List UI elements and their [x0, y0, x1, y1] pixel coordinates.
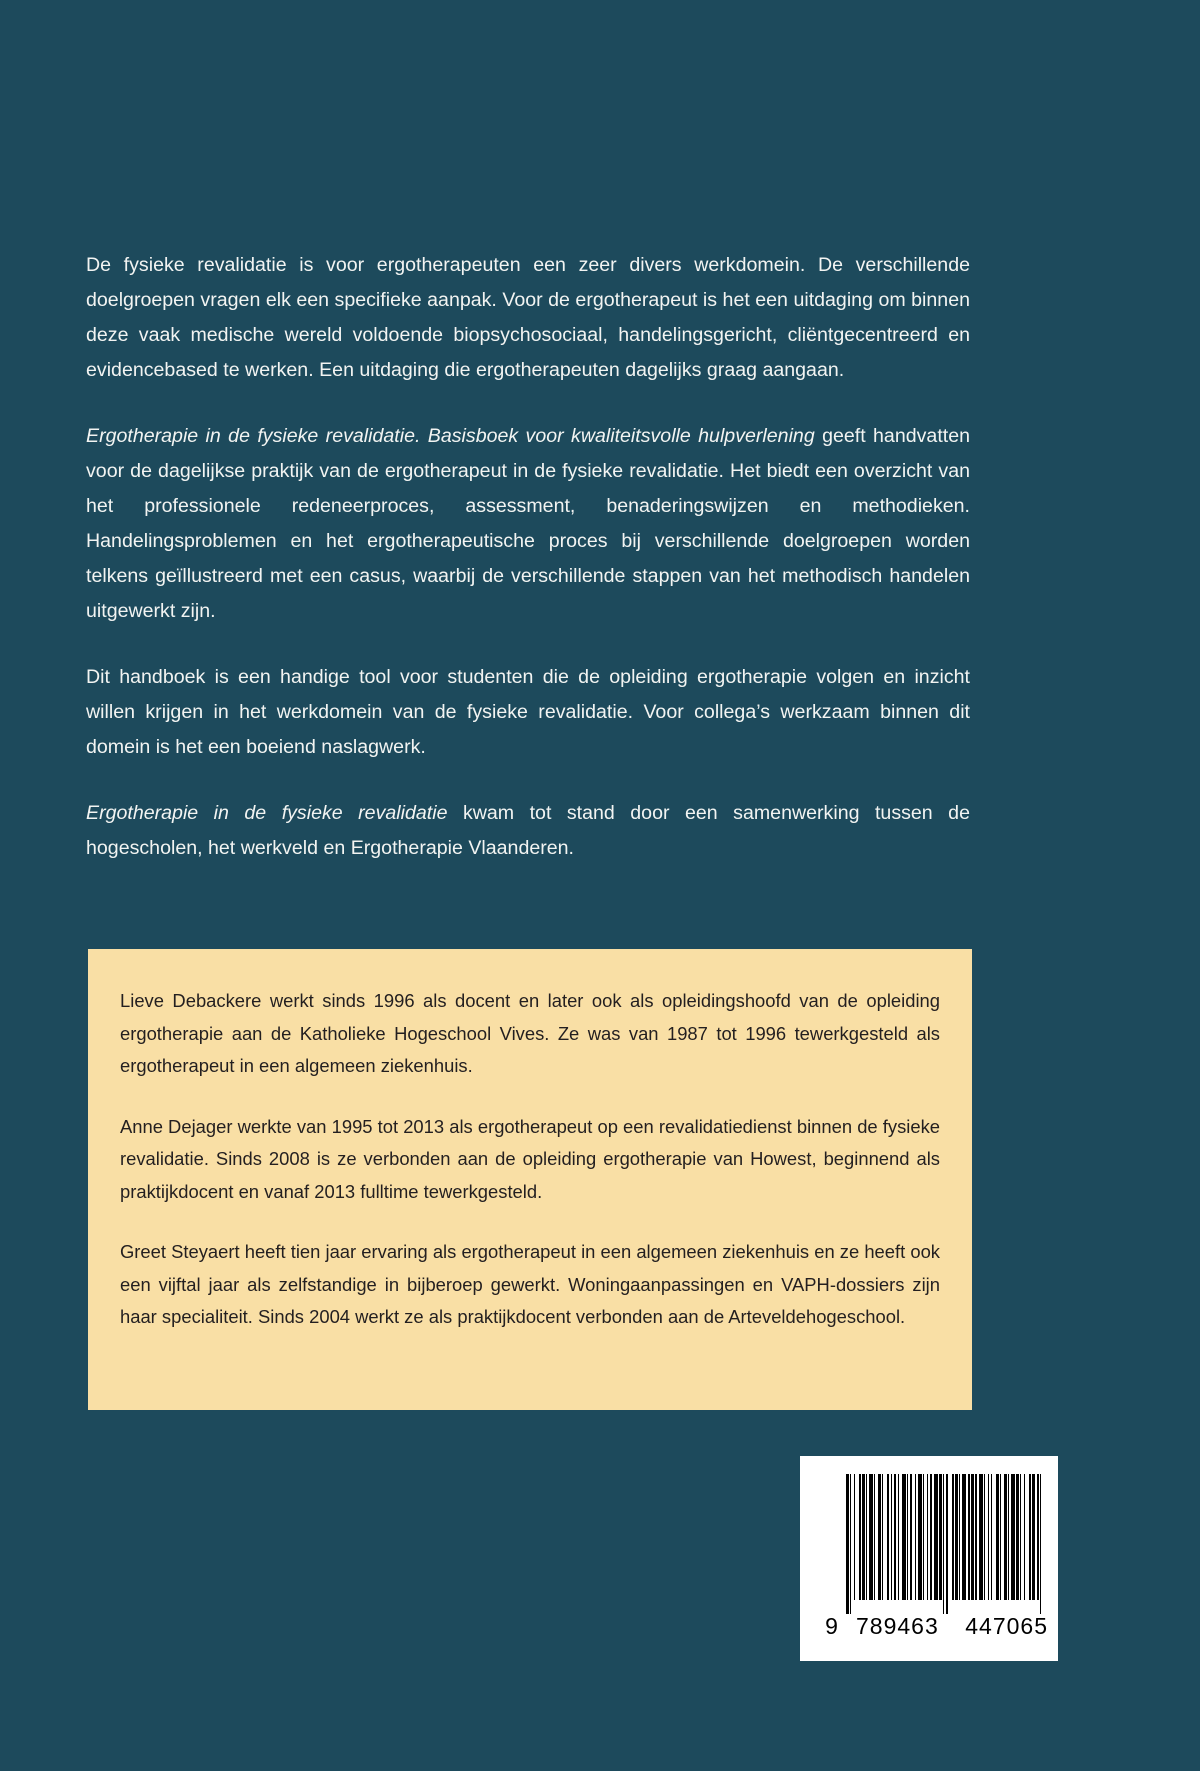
book-title-italic: Ergotherapie in de fysieke revalidatie: [86, 802, 448, 824]
isbn-left-group: 789463: [856, 1612, 939, 1639]
isbn-digits-row: [814, 1613, 1050, 1639]
isbn-barcode: [800, 1456, 1058, 1661]
blurb-section: [86, 248, 970, 866]
blurb-paragraph-2: [86, 419, 970, 629]
blurb-run-text: Dit handboek is een handige tool voor studenten die de opleiding ergotherapie volgen en inzicht willen krijgen in het werkdomein van de fysieke revalidatie. Voor collega’s werkzaam binnen dit domein is het een boeiend naslagwerk.: [86, 666, 970, 758]
author-bio-greet-steyaert: Greet Steyaert heeft tien jaar ervaring als ergotherapeut in een algemeen ziekenhuis en ze heeft ook een vijftal jaar als zelfstandige in bijberoep gewerkt. Woningaanpassingen en VAPH-dossiers zijn haar specialiteit. Sinds 2004 werkt ze als praktijkdocent verbonden aan de Arteveldehogeschool.: [120, 1241, 940, 1327]
blurb-paragraph-1: [86, 248, 970, 388]
isbn-lead-digit: 9: [825, 1612, 839, 1639]
author-bio-anne-dejager: Anne Dejager werkte van 1995 tot 2013 als ergotherapeut op een revalidatiedienst binnen de fysieke revalidatie. Sinds 2008 is ze verbonden aan de opleiding ergotherapie van Howest, beginnend als praktijkdocent en vanaf 2013 fulltime tewerkgesteld.: [120, 1115, 940, 1202]
isbn-main-digits: [850, 1613, 1050, 1640]
author-bio-content: [120, 985, 940, 1334]
barcode-bars: [846, 1474, 1044, 1614]
barcode-inner: [800, 1456, 1058, 1661]
blurb-paragraph-3: [86, 660, 970, 765]
author-bio-lieve-debackere: Lieve Debackere werkt sinds 1996 als docent en later ook als opleidingshoofd van de opleiding ergotherapie aan de Katholieke Hogeschool Vives. Ze was van 1987 tot 1996 tewerkgesteld als ergotherapeut in een algemeen ziekenhuis.: [120, 990, 940, 1076]
author-bio-box: [88, 949, 972, 1410]
book-title-italic: Ergotherapie in de fysieke revalidatie. Basisboek voor kwaliteitsvolle hulpverlening: [86, 425, 815, 447]
blurb-run-text: De fysieke revalidatie is voor ergotherapeuten een zeer divers werkdomein. De verschillende doelgroepen vragen elk een specifieke aanpak. Voor de ergotherapeut is het een uitdaging om binnen deze vaak medische wereld voldoende biopsychosociaal, handelingsgericht, cliëntgecentreerd en evidencebased te werken. Een uitdaging die ergotherapeuten dagelijks graag aangaan.: [86, 254, 970, 381]
isbn-right-group: 447065: [965, 1612, 1048, 1639]
blurb-run-text: geeft handvatten voor de dagelijkse praktijk van de ergotherapeut in de fysieke revalidatie. Het biedt een overzicht van het professionele redeneerproces, assessment, benaderingswijzen en methodieken. Handelingsproblemen en het ergotherapeutische proces bij verschillende doelgroepen worden telkens geïllustreerd met een casus, waarbij de verschillende stappen van het methodisch handelen uitgewerkt zijn.: [86, 425, 970, 622]
blurb-paragraph-4: [86, 796, 970, 866]
blurb-run-text: kwam tot stand door een samenwerking tussen de hogescholen, het werkveld en Ergotherapie Vlaanderen.: [86, 802, 970, 859]
